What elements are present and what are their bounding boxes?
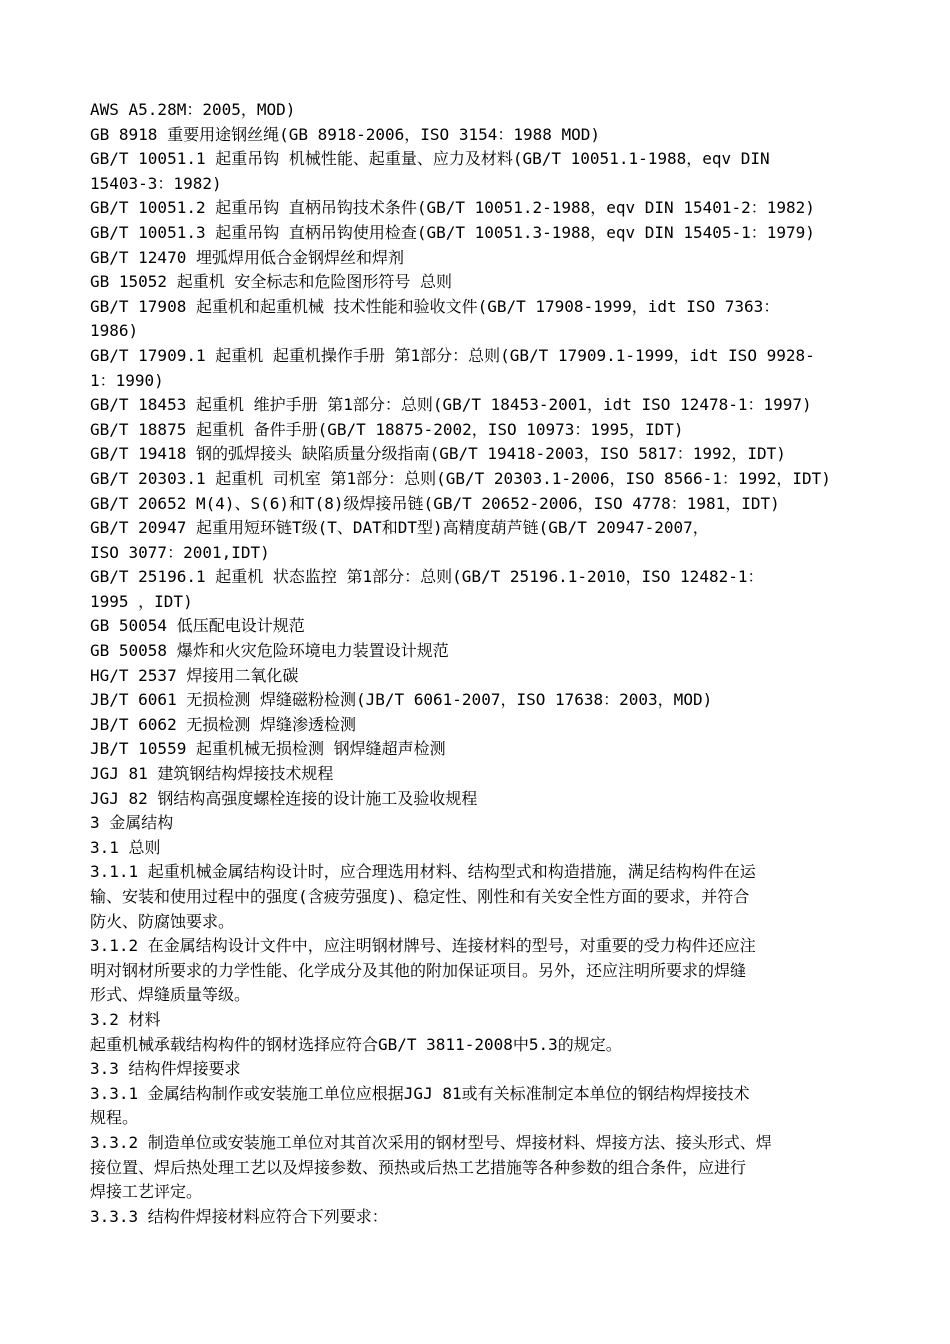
- paragraph-line: 3.1.1 起重机械金属结构设计时，应合理选用材料、结构型式和构造措施，满足结构构件在运: [90, 862, 756, 882]
- paragraph-line: 防火、防腐蚀要求。: [90, 911, 235, 931]
- paragraph-line: 起重机械承载结构构件的钢材选择应符合GB/T 3811-2008中5.3的规定。: [90, 1034, 622, 1054]
- text-line: 1995 ，IDT): [90, 591, 193, 611]
- paragraph-line: 3.3.1 金属结构制作或安装施工单位应根据JGJ 81或有关标准制定本单位的钢结构焊接技术: [90, 1083, 750, 1103]
- text-line: GB/T 12470 埋弧焊用低合金钢焊丝和焊剂: [90, 247, 404, 267]
- text-line: GB/T 10051.3 起重吊钩 直柄吊钩使用检查(GB/T 10051.3-1988，eqv DIN 15405-1：1979): [90, 222, 815, 242]
- paragraph-line: 接位置、焊后热处理工艺以及焊接参数、预热或后热工艺措施等各种参数的组合条件，应进行: [90, 1157, 747, 1177]
- text-line: 1986): [90, 321, 139, 341]
- text-line: GB/T 20652 M(4)、S(6)和T(8)级焊接吊链(GB/T 20652-2006，ISO 4778：1981，IDT): [90, 493, 780, 513]
- paragraph-line: 形式、焊缝质量等级。: [90, 985, 251, 1005]
- text-line: GB/T 25196.1 起重机 状态监控 第1部分：总则(GB/T 25196.1-2010，ISO 12482-1：: [90, 567, 764, 587]
- text-line: GB 50054 低压配电设计规范: [90, 616, 305, 636]
- paragraph-line: 3.1.2 在金属结构设计文件中，应注明钢材牌号、连接材料的型号，对重要的受力构件还应注: [90, 936, 756, 956]
- text-line: GB/T 20947 起重用短环链T级(T、DAT和DT型)高精度葫芦链(GB/T 20947-2007，: [90, 518, 709, 538]
- paragraph-line: 焊接工艺评定。: [90, 1182, 203, 1202]
- text-line: GB 8918 重要用途钢丝绳(GB 8918-2006，ISO 3154：1988 MOD): [90, 124, 601, 144]
- subsection-heading: 3.3 结构件焊接要求: [90, 1059, 241, 1079]
- text-line: GB/T 10051.1 起重吊钩 机械性能、起重量、应力及材料(GB/T 10051.1-1988，eqv DIN: [90, 149, 770, 169]
- text-line: JB/T 10559 起重机械无损检测 钢焊缝超声检测: [90, 739, 446, 759]
- text-line: GB/T 18875 起重机 备件手册(GB/T 18875-2002，ISO 10973：1995，IDT): [90, 419, 684, 439]
- text-line: GB/T 19418 钢的弧焊接头 缺陷质量分级指南(GB/T 19418-2003，ISO 5817：1992，IDT): [90, 444, 786, 464]
- subsection-heading: 3.2 材料: [90, 1009, 161, 1029]
- text-line: JGJ 81 建筑钢结构焊接技术规程: [90, 764, 334, 784]
- text-line: GB/T 17909.1 起重机 起重机操作手册 第1部分：总则(GB/T 17909.1-1999，idt ISO 9928-: [90, 345, 815, 365]
- text-line: ISO 3077：2001,IDT): [90, 542, 270, 562]
- text-line: JGJ 82 钢结构高强度螺栓连接的设计施工及验收规程: [90, 788, 478, 808]
- text-line: JB/T 6062 无损检测 焊缝渗透检测: [90, 714, 356, 734]
- section-heading: 3 金属结构: [90, 813, 174, 833]
- text-line: GB 15052 起重机 安全标志和危险图形符号 总则: [90, 272, 452, 292]
- paragraph-line: 3.3.2 制造单位或安装施工单位对其首次采用的钢材型号、焊接材料、焊接方法、接头形式、焊: [90, 1132, 772, 1152]
- text-line: GB/T 20303.1 起重机 司机室 第1部分：总则(GB/T 20303.1-2006，ISO 8566-1：1992，IDT): [90, 468, 831, 488]
- text-line: JB/T 6061 无损检测 焊缝磁粉检测(JB/T 6061-2007，ISO 17638：2003，MOD): [90, 690, 713, 710]
- text-line: 1：1990): [90, 370, 164, 390]
- paragraph-line: 输、安装和使用过程中的强度(含疲劳强度)、稳定性、刚性和有关安全性方面的要求，并符合: [90, 887, 750, 906]
- text-line: 15403-3：1982): [90, 173, 222, 193]
- text-line: AWS A5.28M：2005，MOD): [90, 100, 296, 119]
- paragraph-line: 3.3.3 结构件焊接材料应符合下列要求：: [90, 1206, 388, 1226]
- text-line: HG/T 2537 焊接用二氧化碳: [90, 665, 299, 685]
- text-line: GB/T 17908 起重机和起重机械 技术性能和验收文件(GB/T 17908-1999，idt ISO 7363：: [90, 296, 780, 316]
- text-line: GB/T 10051.2 起重吊钩 直柄吊钩技术条件(GB/T 10051.2-1988，eqv DIN 15401-2：1982): [90, 198, 815, 218]
- paragraph-line: 规程。: [90, 1108, 139, 1128]
- text-line: GB 50058 爆炸和火灾危险环境电力装置设计规范: [90, 641, 449, 661]
- subsection-heading: 3.1 总则: [90, 837, 161, 857]
- text-line: GB/T 18453 起重机 维护手册 第1部分：总则(GB/T 18453-2001，idt ISO 12478-1：1997): [90, 395, 812, 415]
- document-page: [90, 98, 865, 1229]
- paragraph-line: 明对钢材所要求的力学性能、化学成分及其他的附加保证项目。另外，还应注明所要求的焊缝: [90, 960, 747, 980]
